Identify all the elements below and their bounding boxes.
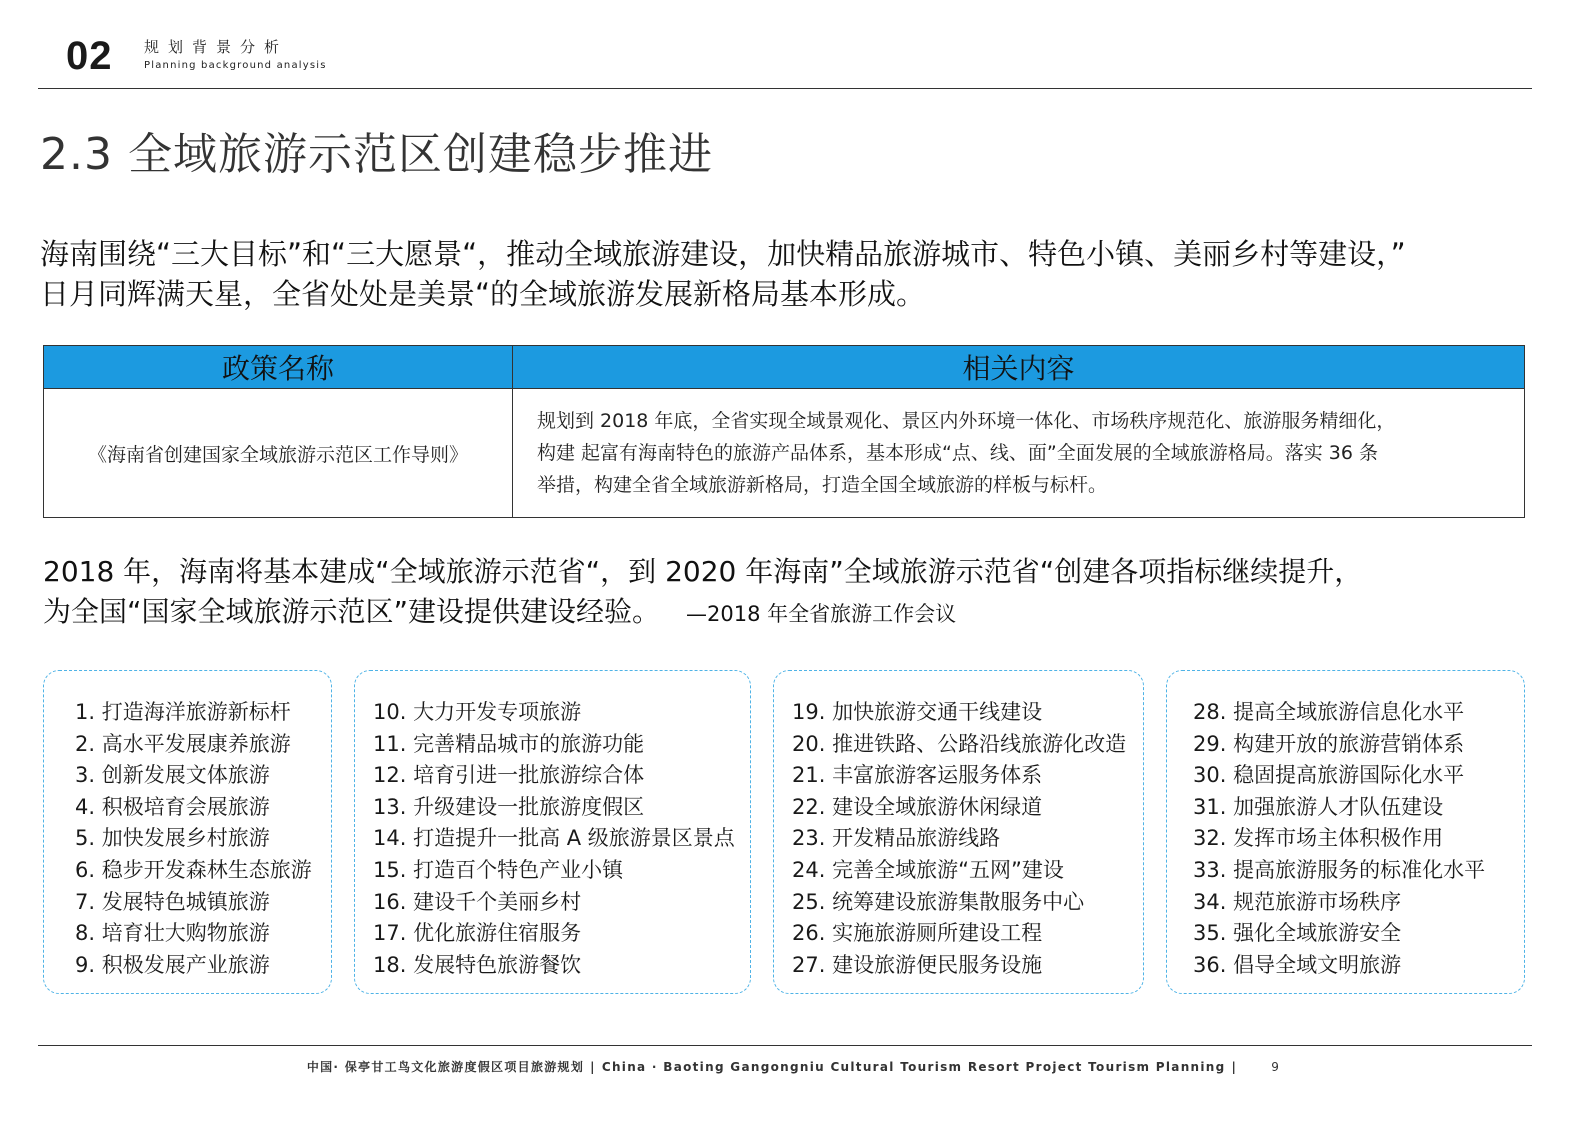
measures-group-4: [1166, 670, 1525, 994]
list-item: 25. 统筹建设旅游集散服务中心: [792, 889, 1085, 914]
list-item: 20. 推进铁路、公路沿线旅游化改造: [792, 731, 1127, 756]
list-item: 1. 打造海洋旅游新标杆: [75, 700, 291, 724]
footer-project-en: China · Baoting Gangongniu Cultural Tourism Resort Project Tourism Planning: [601, 1060, 1226, 1074]
list-item: 8. 培育壮大购物旅游: [75, 921, 270, 946]
goal-statement: [43, 552, 1543, 634]
policy-table: [43, 345, 1525, 518]
measures-group-3: [773, 670, 1144, 994]
intro-paragraph: [40, 234, 1540, 314]
section-title-cn: 规划背景分析: [144, 38, 289, 56]
measures-group-2: [354, 670, 751, 994]
list-item: 19. 加快旅游交通干线建设: [792, 700, 1043, 724]
statement-line-2: 为全国“国家全域旅游示范区”建设提供建设经验。: [43, 595, 661, 628]
policy-name-cell: 《海南省创建国家全域旅游示范区工作导则》: [44, 389, 513, 518]
list-item: 7. 发展特色城镇旅游: [75, 889, 270, 914]
policy-content-cell: [513, 389, 1525, 518]
policy-table-header-row: [44, 346, 1525, 389]
footer-divider: [38, 1045, 1532, 1046]
footer-separator: |: [590, 1060, 596, 1074]
list-item: 29. 构建开放的旅游营销体系: [1193, 731, 1465, 756]
footer-project-cn: 中国· 保亭甘工鸟文化旅游度假区项目旅游规划: [306, 1060, 585, 1074]
list-item: 23. 开发精品旅游线路: [792, 826, 1001, 851]
list-item: 30. 稳固提高旅游国际化水平: [1193, 763, 1465, 788]
list-item: 18. 发展特色旅游餐饮: [373, 952, 582, 977]
list-item: 34. 规范旅游市场秩序: [1193, 889, 1402, 914]
list-item: 36. 倡导全域文明旅游: [1193, 952, 1402, 977]
statement-line-2-wrap: [43, 592, 1543, 634]
list-item: 6. 稳步开发森林生态旅游: [75, 857, 312, 882]
table-row: [44, 389, 1525, 518]
footer-separator: |: [1231, 1060, 1238, 1074]
measures-group-1: [43, 670, 332, 994]
policy-content-line: 规划到 2018 年底，全省实现全域景观化、景区内外环境一体化、市场秩序规范化、旅游服务精细化，: [537, 410, 1396, 432]
list-item: 24. 完善全域旅游“五网”建设: [792, 857, 1064, 882]
list-item: 32. 发挥市场主体积极作用: [1193, 826, 1444, 851]
statement-line-1: 2018 年，海南将基本建成“全域旅游示范省“，到 2020 年海南”全域旅游示范省“创建各项指标继续提升，: [43, 555, 1363, 588]
list-item: 16. 建设千个美丽乡村: [373, 889, 582, 914]
list-item: 3. 创新发展文体旅游: [75, 763, 270, 788]
list-item: 15. 打造百个特色产业小镇: [373, 857, 624, 882]
page-number: 9: [1271, 1060, 1281, 1074]
list-item: 4. 积极培育会展旅游: [75, 794, 270, 819]
list-item: 21. 丰富旅游客运服务体系: [792, 763, 1043, 788]
page-header: [38, 30, 1532, 89]
list-item: 26. 实施旅游厕所建设工程: [792, 921, 1043, 946]
policy-content-line: 举措，构建全省全域旅游新格局，打造全国全域旅游的样板与标杆。: [537, 474, 1108, 496]
list-item: 14. 打造提升一批高 A 级旅游景区景点: [373, 826, 735, 851]
list-item: 33. 提高旅游服务的标准化水平: [1193, 857, 1486, 882]
header-policy-name: 政策名称: [44, 346, 513, 389]
list-item: 10. 大力开发专项旅游: [373, 700, 582, 724]
list-item: 2. 高水平发展康养旅游: [75, 731, 291, 756]
list-item: 35. 强化全域旅游安全: [1193, 921, 1402, 946]
list-item: 5. 加快发展乡村旅游: [75, 826, 270, 851]
list-item: 11. 完善精品城市的旅游功能: [373, 731, 645, 756]
section-number: 02: [66, 34, 113, 78]
list-item: 17. 优化旅游住宿服务: [373, 921, 582, 946]
section-title-en: Planning background analysis: [144, 60, 327, 71]
list-item: 22. 建设全域旅游休闲绿道: [792, 794, 1043, 819]
policy-content-line: 构建 起富有海南特色的旅游产品体系，基本形成“点、线、面”全面发展的全域旅游格局。落实 36 条: [537, 442, 1378, 464]
statement-source: —2018 年全省旅游工作会议: [686, 602, 957, 626]
list-item: 9. 积极发展产业旅游: [75, 952, 270, 977]
list-item: 28. 提高全域旅游信息化水平: [1193, 700, 1465, 724]
intro-line-1: 海南围绕“三大目标”和“三大愿景“，推动全域旅游建设，加快精品旅游城市、特色小镇、美丽乡村等建设，”: [40, 237, 1406, 271]
header-related-content: 相关内容: [513, 346, 1525, 389]
list-item: 31. 加强旅游人才队伍建设: [1193, 794, 1444, 819]
page-title: 2.3 全域旅游示范区创建稳步推进: [40, 129, 713, 180]
page-footer: [0, 1058, 1587, 1075]
list-item: 12. 培育引进一批旅游综合体: [373, 763, 645, 788]
list-item: 13. 升级建设一批旅游度假区: [373, 794, 645, 819]
list-item: 27. 建设旅游便民服务设施: [792, 952, 1043, 977]
intro-line-2: 日月同辉满天星，全省处处是美景“的全域旅游发展新格局基本形成。: [40, 277, 926, 311]
